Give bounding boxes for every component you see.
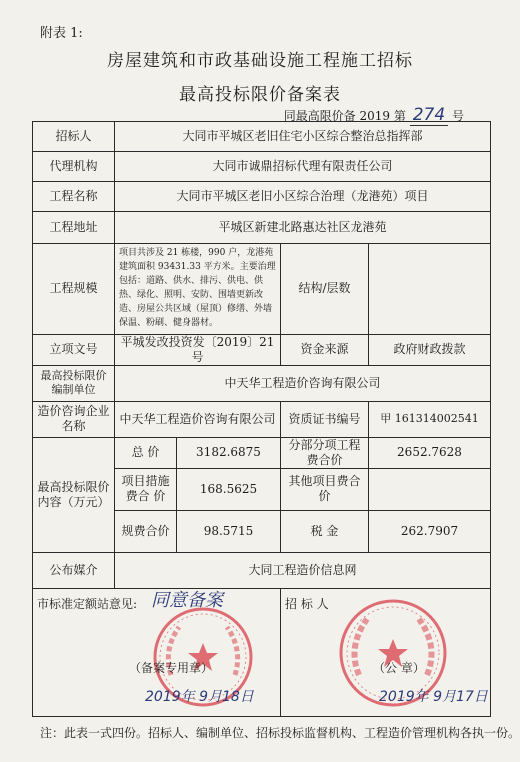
right-signature-date: 2019年 9月17日 (379, 688, 488, 705)
media-value: 大同工程造价信息网 (115, 552, 491, 588)
measures-value: 168.5625 (177, 468, 281, 510)
consultant-label: 造价咨询企业名称 (33, 401, 115, 437)
consultant-value: 中天华工程造价咨询有限公司 (115, 401, 281, 437)
total-value: 3182.6875 (177, 437, 281, 468)
filing-form-table (32, 121, 491, 717)
structure-value (369, 244, 491, 335)
fees-label: 规费合价 (115, 510, 177, 552)
limit-label: 最高投标限价内容（万元） (33, 437, 115, 552)
left-signature-cell (33, 588, 281, 716)
measures-label: 项目措施费合 价 (115, 468, 177, 510)
attachment-label: 附表 1: (40, 26, 83, 41)
other-value (369, 468, 491, 510)
project-address-label: 工程地址 (33, 212, 115, 244)
tenderer-value: 大同市平城区老旧住宅小区综合整治总指挥部 (115, 122, 491, 152)
compiler-label: 最高投标限价编制单位 (33, 365, 115, 401)
row-project-name (33, 182, 491, 212)
left-signature-date: 2019年 9月18日 (145, 688, 254, 705)
row-project-scale (33, 244, 491, 335)
subitem-value: 2652.7628 (369, 437, 491, 468)
media-label: 公布媒介 (33, 552, 115, 588)
project-name-label: 工程名称 (33, 182, 115, 212)
title-line2: 最高投标限价备案表 (179, 85, 341, 105)
cert-value: 甲 161314002541 (369, 401, 491, 437)
compiler-value: 中天华工程造价咨询有限公司 (115, 365, 491, 401)
project-scale-value: 项目共涉及 21 栋楼，990 户，龙港苑建筑面积 93431.33 平方米。主要治理包括：道路、供水、排污、供电、供热、绿化、照明、安防、围墙更新改造、房屋公共区域（屋顶）修缮、外墙保温、粉刷、健身器材。 (115, 244, 281, 335)
tenderer-label: 招标人 (33, 122, 115, 152)
row-agency (33, 152, 491, 182)
project-name-value: 大同市平城区老旧小区综合治理（龙港苑）项目 (115, 182, 491, 212)
row-consultant (33, 401, 491, 437)
fund-source-value: 政府财政拨款 (369, 334, 491, 365)
row-tenderer (33, 122, 491, 152)
tax-value: 262.7907 (369, 510, 491, 552)
fees-value: 98.5715 (177, 510, 281, 552)
row-project-address (33, 212, 491, 244)
tenderer-signature-label: 招 标 人 (285, 596, 329, 611)
project-address-value: 平城区新建北路惠达社区龙港苑 (115, 212, 491, 244)
tenderer-stamp-label: （公 章） (373, 660, 425, 675)
title-line1: 房屋建筑和市政基础设施工程施工招标 (107, 51, 413, 71)
filing-stamp-label: （备案专用章） (129, 660, 214, 675)
tax-label: 税 金 (281, 510, 369, 552)
fund-source-label: 资金来源 (281, 334, 369, 365)
row-signatures (33, 588, 491, 716)
row-limit-total (33, 437, 491, 468)
footnote: 注：此表一式四份。招标人、编制单位、招标投标监督机构、工程造价管理机构各执一份。 (40, 726, 520, 740)
agency-label: 代理机构 (33, 152, 115, 182)
row-media (33, 552, 491, 588)
approval-handwriting: 同意备案 (151, 589, 223, 611)
approval-value: 平城发改投资发〔2019〕21 号 (115, 334, 281, 365)
other-label: 其他项目费合 价 (281, 468, 369, 510)
structure-label: 结构/层数 (281, 244, 369, 335)
right-signature-cell (281, 588, 491, 716)
record-number-handwritten: 274 (410, 105, 448, 126)
approval-label: 立项文号 (33, 334, 115, 365)
record-suffix: 号 (451, 109, 464, 123)
cert-label: 资质证书编号 (281, 401, 369, 437)
record-prefix: 同最高限价备 2019 第 (283, 109, 406, 123)
row-compiler (33, 365, 491, 401)
agency-value: 大同市诚鼎招标代理有限责任公司 (115, 152, 491, 182)
subitem-label: 分部分项工程费合价 (281, 437, 369, 468)
total-label: 总 价 (115, 437, 177, 468)
station-opinion-label: 市标准定额站意见: (37, 596, 138, 611)
row-approval (33, 334, 491, 365)
project-scale-label: 工程规模 (33, 244, 115, 335)
